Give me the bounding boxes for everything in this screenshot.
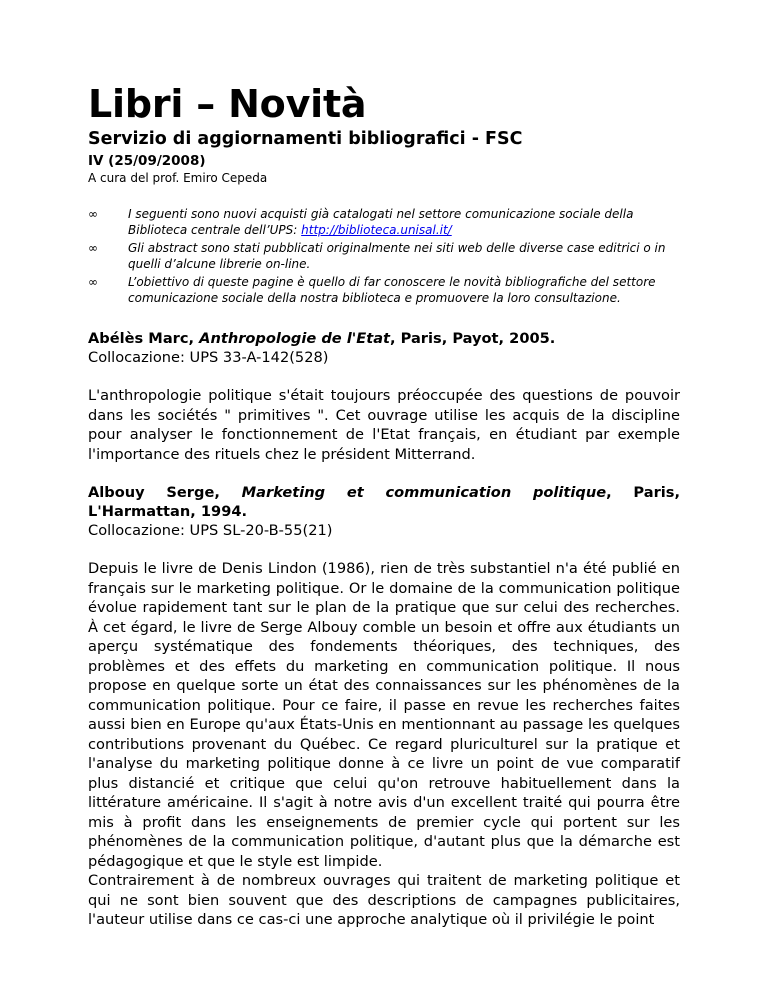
- abstract-paragraph: Contrairement à de nombreux ouvrages qui traitent de marketing politique et qui ne sont bien souvent que des descriptions de campagnes publicitaires, l'auteur utilise dans ce cas-ci une approche analytique où il privilégie le point: [88, 872, 680, 928]
- document-page: [88, 82, 680, 930]
- page-subtitle: Servizio di aggiornamenti bibliografici - FSC: [88, 129, 523, 149]
- notes-list: [88, 207, 680, 306]
- infinity-bullet-icon: ∞: [88, 241, 98, 255]
- book-collocation: Collocazione: UPS 33-A-142(528): [88, 349, 329, 366]
- book-entry: [88, 483, 680, 540]
- issue-number: IV (25/09/2008): [88, 153, 206, 169]
- book-author: Abélès Marc,: [88, 330, 200, 347]
- note-item: [88, 241, 680, 272]
- book-reference: [88, 483, 680, 521]
- note-item: [88, 207, 680, 238]
- book-reference: [88, 329, 680, 348]
- book-entry: [88, 329, 680, 367]
- note-text: Gli abstract sono stati pubblicati originalmente nei siti web delle diverse case editrici o in quelli d’alcune librerie on-line.: [128, 241, 666, 271]
- abstract-paragraph: L'anthropologie politique s'était toujours préoccupée des questions de pouvoir dans les sociétés " primitives ". Cet ouvrage utilise les acquis de la discipline pour analyser le fonctionnement de l'Etat français, en étudiant par exemple l'importance des rituels chez le président Mitterrand.: [88, 387, 680, 463]
- note-item: [88, 275, 680, 306]
- library-link[interactable]: http://biblioteca.unisal.it/: [301, 222, 452, 237]
- note-text: I seguenti sono nuovi acquisti già catalogati nel settore comunicazione sociale della Biblioteca centrale dell’UPS:: [128, 207, 634, 237]
- book-title: Marketing et communication politique: [241, 484, 607, 501]
- page-title: Libri – Novità: [88, 82, 367, 126]
- curator-line: A cura del prof. Emiro Cepeda: [88, 171, 268, 185]
- book-author: Albouy Serge,: [88, 484, 242, 501]
- book-publisher: , Paris, Payot, 2005.: [390, 330, 556, 347]
- book-title: Anthropologie de l'Etat: [199, 330, 391, 347]
- abstract-paragraph: Depuis le livre de Denis Lindon (1986), rien de très substantiel n'a été publié en français sur le marketing politique. Or le domaine de la communication politique évolue rapidement tant sur le plan de la pratique que sur celui des recherches. À cet égard, le livre de Serge Albouy comble un besoin et offre aux étudiants un aperçu systématique des fondements théoriques, des techniques, des problèmes et des effets du marketing en communication politique. Il nous propose en quelque sorte un état des connaissances sur les phénomènes de la communication politique. Pour ce faire, il passe en revue les recherches faites aussi bien en Europe qu'aux États-Unis en mentionnant au passage les quelques contributions provenant du Québec. Ce regard pluriculturel sur la pratique et l'analyse du marketing politique donne à ce livre un point de vue comparatif plus distancié et critique que celui qu'on retrouve habituellement dans la littérature américaine. Il s'agit à notre avis d'un excellent traité qui pourra être mis à profit dans les enseignements de premier cycle qui portent sur les phénomènes de la communication politique, d'autant plus que la démarche est pédagogique et que le style est limpide.: [88, 560, 680, 870]
- book-abstract: [88, 559, 680, 930]
- infinity-bullet-icon: ∞: [88, 207, 98, 221]
- infinity-bullet-icon: ∞: [88, 275, 98, 289]
- book-collocation: Collocazione: UPS SL-20-B-55(21): [88, 522, 333, 539]
- book-publisher: , Paris, L'Harmattan, 1994.: [88, 484, 680, 520]
- book-abstract: [88, 386, 680, 464]
- note-text: L’obiettivo di queste pagine è quello di far conoscere le novità bibliografiche del settore comunicazione sociale della nostra biblioteca e promuovere la loro consultazione.: [128, 275, 656, 305]
